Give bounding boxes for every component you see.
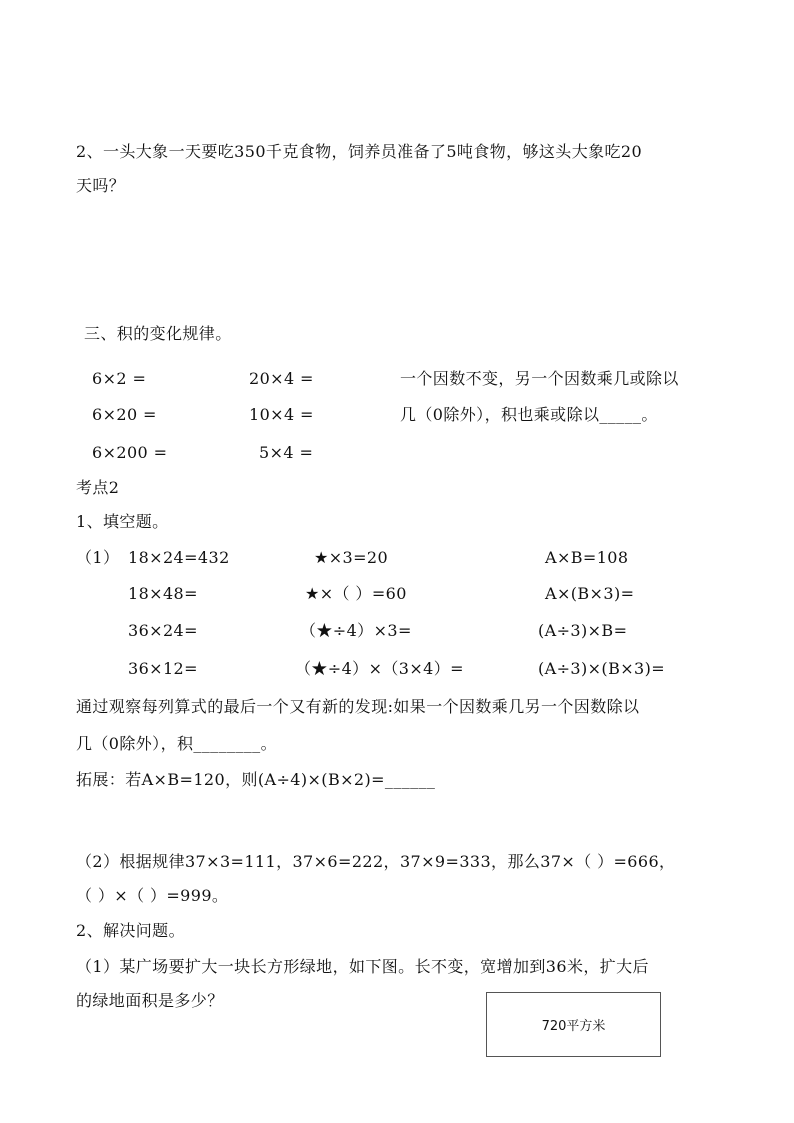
- equation: （★÷4）×（3×4）=: [295, 659, 464, 678]
- extension-question: 拓展：若A×B=120，则(A÷4)×(B×2)=______: [76, 770, 436, 789]
- equation: 18×24=432: [128, 548, 230, 567]
- equation: 6×2 =: [92, 369, 147, 388]
- rectangle-figure: [486, 992, 661, 1057]
- observation-line-2: 几（0除外），积________。: [76, 734, 277, 753]
- part-2-line-1: （2）根据规律37×3=111，37×6=222，37×9=333，那么37×（ ）=666，: [76, 852, 676, 871]
- rule-text-line-2: 几（0除外），积也乘或除以_____。: [400, 405, 658, 424]
- solve-problems-title: 2、解决问题。: [76, 921, 185, 940]
- equation: ★×3=20: [314, 548, 389, 567]
- section-3-title: 三、积的变化规律。: [84, 324, 232, 343]
- figure-area-label: 720平方米: [541, 1019, 606, 1034]
- equation: 10×4 =: [249, 405, 314, 424]
- part-1-label: （1）: [76, 548, 120, 567]
- observation-line-1: 通过观察每列算式的最后一个又有新的发现:如果一个因数乘几另一个因数除以: [76, 697, 640, 716]
- equation: (A÷3)×B=: [538, 621, 628, 640]
- equation: A×B=108: [545, 548, 629, 567]
- kaodian-heading: 考点2: [76, 478, 120, 497]
- fill-in-title: 1、填空题。: [76, 512, 169, 531]
- solve-problem-line-1: （1）某广场要扩大一块长方形绿地，如下图。长不变，宽增加到36米，扩大后: [76, 957, 649, 976]
- equation: 18×48=: [128, 584, 198, 603]
- equation: 36×12=: [128, 659, 198, 678]
- equation: A×(B×3)=: [545, 584, 635, 603]
- equation: 6×200 =: [92, 443, 168, 462]
- equation: 5×4 =: [259, 443, 314, 462]
- question-2-line-1: 2、一头大象一天要吃350千克食物，饲养员准备了5吨食物，够这头大象吃20: [76, 142, 643, 161]
- equation: （★÷4）×3=: [300, 621, 412, 640]
- equation: 6×20 =: [92, 405, 157, 424]
- equation: 20×4 =: [249, 369, 314, 388]
- equation: (A÷3)×(B×3)=: [538, 659, 666, 678]
- rule-text-line-1: 一个因数不变，另一个因数乘几或除以: [400, 369, 679, 388]
- question-2-line-2: 天吗？: [76, 176, 126, 195]
- part-2-line-2: （ ）×（ ）=999。: [76, 886, 229, 905]
- equation: ★×（ ）=60: [305, 584, 407, 603]
- solve-problem-line-2: 的绿地面积是多少？: [76, 991, 224, 1010]
- equation: 36×24=: [128, 621, 198, 640]
